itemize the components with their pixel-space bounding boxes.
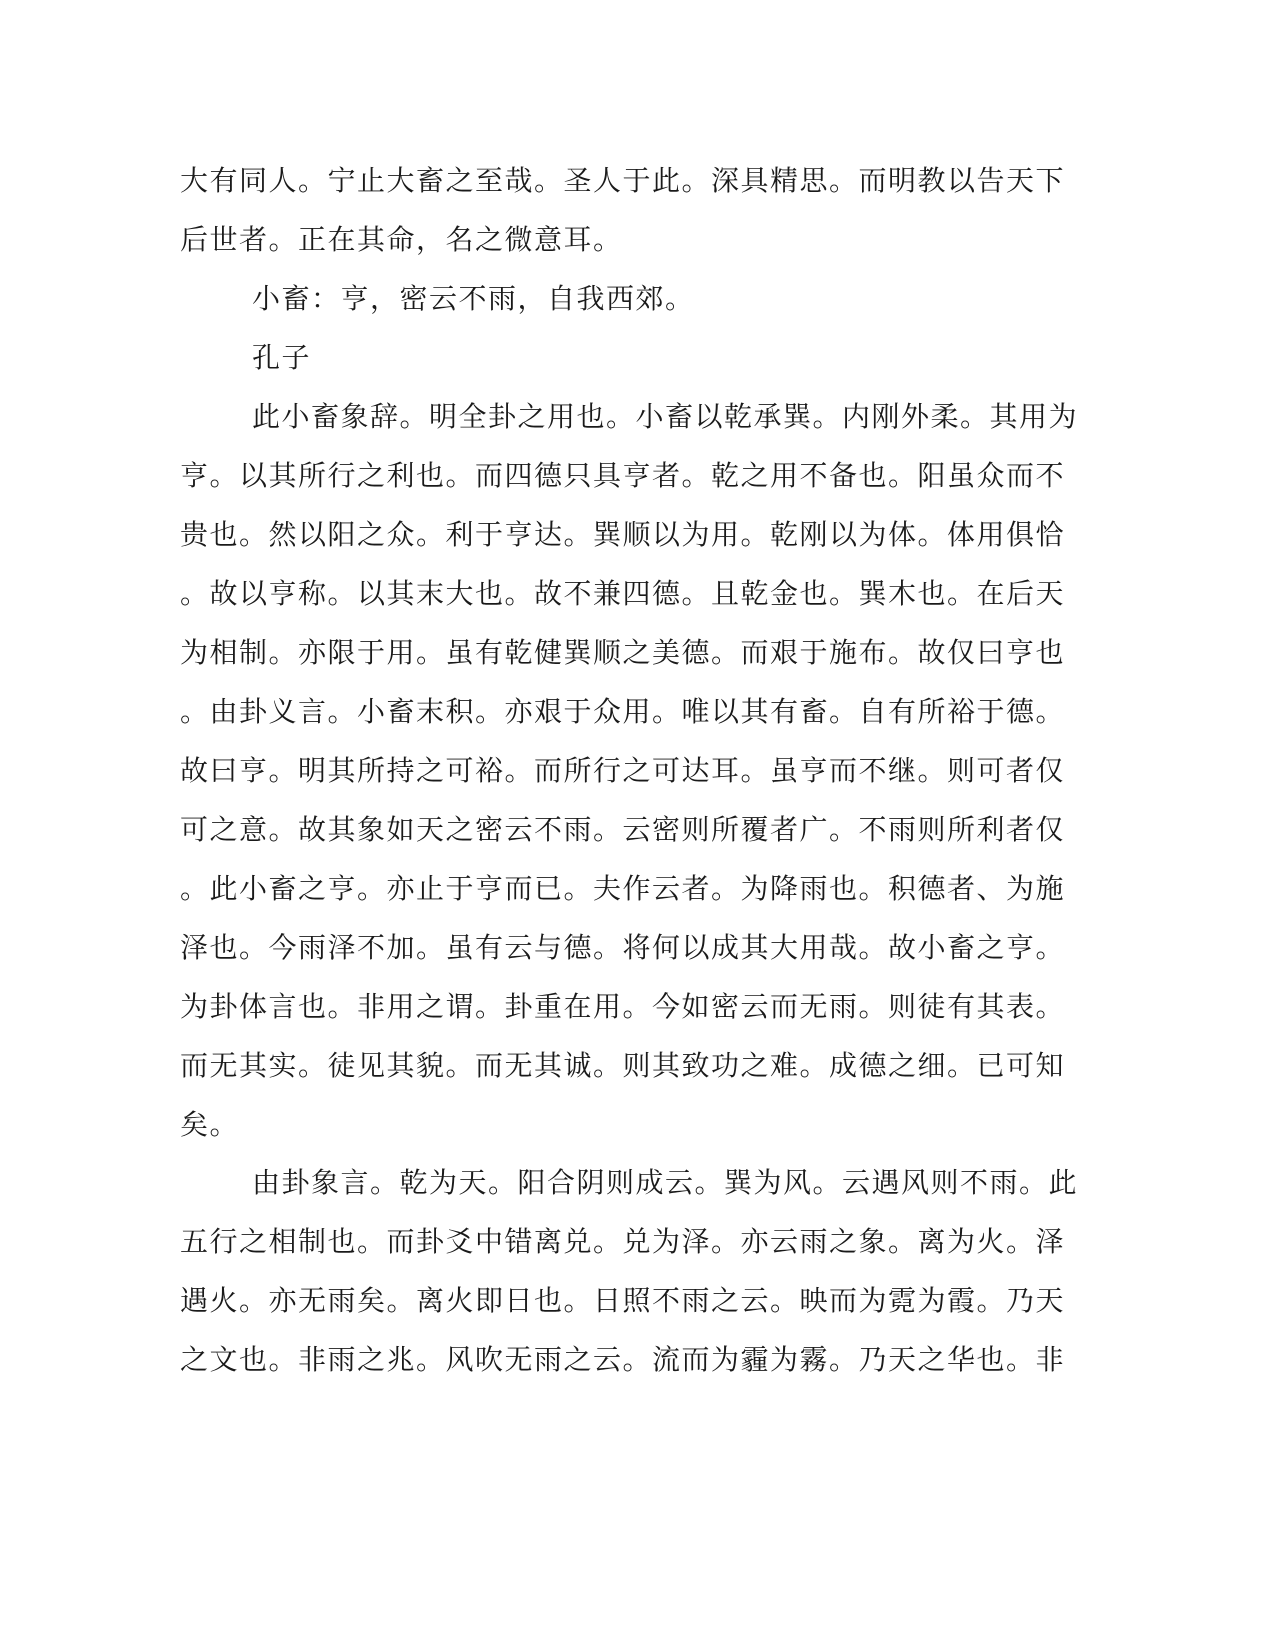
- text-line: 之文也。非雨之兆。风吹无雨之云。流而为霾为霧。乃天之华也。非: [180, 1343, 1066, 1376]
- text-line: 。此小畜之亨。亦止于亨而已。夫作云者。为降雨也。积德者、为施: [180, 872, 1066, 905]
- text-line: 此小畜象辞。明全卦之用也。小畜以乾承巽。内刚外柔。其用为: [252, 400, 1079, 433]
- text-line: 为相制。亦限于用。虽有乾健巽顺之美德。而艰于施布。故仅曰亨也: [180, 636, 1066, 669]
- text-line: 为卦体言也。非用之谓。卦重在用。今如密云而无雨。则徒有其表。: [180, 990, 1066, 1023]
- text-line: 贵也。然以阳之众。利于亨达。巽顺以为用。乾刚以为体。体用俱恰: [180, 518, 1066, 551]
- text-line: 五行之相制也。而卦爻中错离兑。兑为泽。亦云雨之象。离为火。泽: [180, 1225, 1066, 1258]
- text-line: 可之意。故其象如天之密云不雨。云密则所覆者广。不雨则所利者仅: [180, 813, 1066, 846]
- text-line: 亨。以其所行之利也。而四德只具亨者。乾之用不备也。阳虽众而不: [180, 459, 1066, 492]
- text-line: 矣。: [180, 1108, 240, 1141]
- text-line: 。故以亨称。以其末大也。故不兼四德。且乾金也。巽木也。在后天: [180, 577, 1066, 610]
- text-line: 由卦象言。乾为天。阳合阴则成云。巽为风。云遇风则不雨。此: [252, 1166, 1079, 1199]
- text-line: 。由卦义言。小畜末积。亦艰于众用。唯以其有畜。自有所裕于德。: [180, 695, 1066, 728]
- text-line: 故曰亨。明其所持之可裕。而所行之可达耳。虽亨而不继。则可者仅: [180, 754, 1066, 787]
- text-line: 大有同人。宁止大畜之至哉。圣人于此。深具精思。而明教以告天下: [180, 164, 1066, 197]
- text-line: 孔子: [252, 341, 312, 374]
- text-line: 后世者。正在其命，名之微意耳。: [180, 223, 623, 256]
- text-line: 泽也。今雨泽不加。虽有云与德。将何以成其大用哉。故小畜之亨。: [180, 931, 1066, 964]
- text-line: 而无其实。徒见其貌。而无其诚。则其致功之难。成德之细。已可知: [180, 1049, 1066, 1082]
- text-line: 遇火。亦无雨矣。离火即日也。日照不雨之云。映而为霓为霞。乃天: [180, 1284, 1066, 1317]
- text-line: 小畜：亨，密云不雨，自我西郊。: [252, 282, 695, 315]
